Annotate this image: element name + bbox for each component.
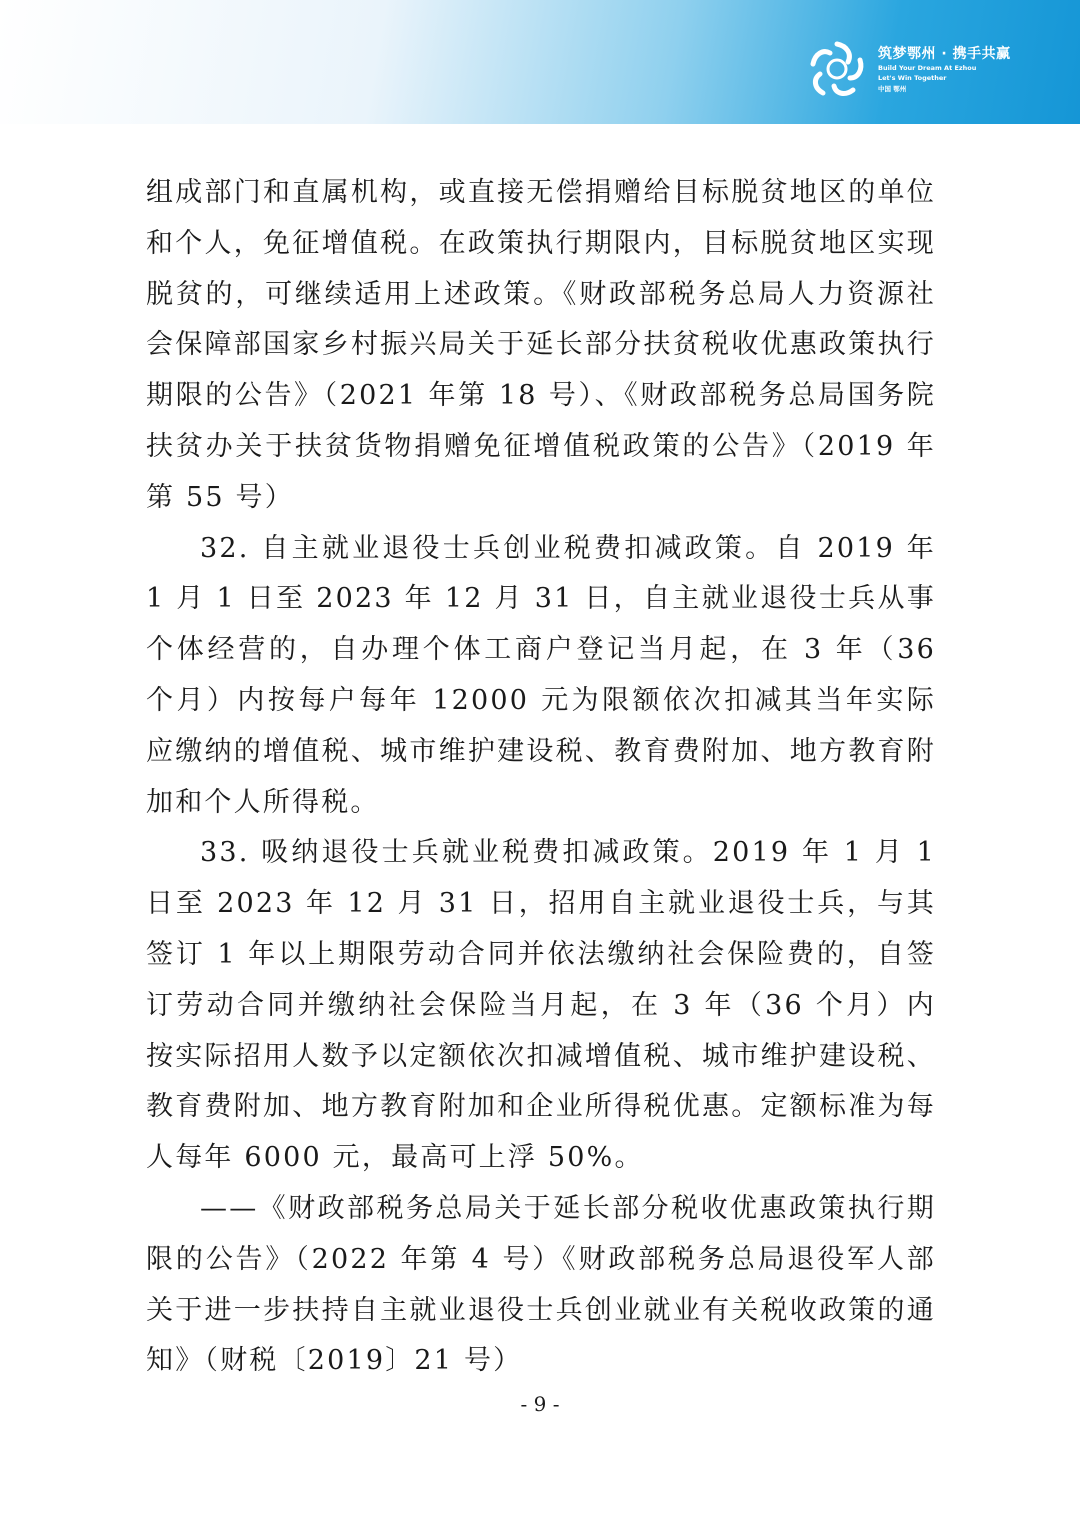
paragraph-item-32: 32. 自主就业退役士兵创业税费扣减政策。自 2019 年 1 月 1 日至 2023 年 12 月 31 日，自主就业退役士兵从事个体经营的，自办理个体工商户登记当月起，在 3 年（36 个月）内按每户每年 12000 元为限额依次扣减其当年实际应缴纳的增值税、城市维护建设税、教育费附加、地方教育附加和个人所得税。: [146, 532, 936, 818]
paragraph-source-citation: ——《财政部税务总局关于延长部分税收优惠政策执行期限的公告》（2022 年第 4 号）《财政部税务总局退役军人部关于进一步扶持自主就业退役士兵创业就业有关税收政策的通知》（财税〔2019〕21 号）: [146, 1192, 936, 1377]
logo-text-block: [878, 46, 1011, 93]
flower-ring-logo-icon: [806, 38, 868, 100]
logo-slogan-en-line2: Let's Win Together: [878, 73, 947, 82]
header-logo: [806, 38, 1011, 100]
paragraph-item-33: 33. 吸纳退役士兵就业税费扣减政策。2019 年 1 月 1 日至 2023 年 12 月 31 日，招用自主就业退役士兵，与其签订 1 年以上期限劳动合同并依法缴纳社会保险费的，自签订劳动合同并缴纳社会保险当月起，在 3 年（36 个月）内按实际招用人数予以定额依次扣减增值税、城市维护建设税、教育费附加、地方教育附加和企业所得税优惠。定额标准为每人每年 6000 元，最高可上浮 50%。: [146, 837, 936, 1174]
page-number: - 9 -: [520, 1392, 560, 1416]
paragraph-continued: 组成部门和直属机构，或直接无偿捐赠给目标脱贫地区的单位和个人，免征增值税。在政策执行期限内，目标脱贫地区实现脱贫的，可继续适用上述政策。《财政部税务总局人力资源社会保障部国家乡村振兴局关于延长部分扶贫税收优惠政策执行期限的公告》（2021 年第 18 号）、《财政部税务总局国务院扶贫办关于扶贫货物捐赠免征增值税政策的公告》（2019 年第 55 号）: [146, 177, 936, 513]
logo-slogan-en-line1: Build Your Dream At Ezhou: [878, 63, 977, 72]
body-text: [146, 168, 936, 1387]
header-banner: [0, 0, 1080, 124]
logo-slogan: 筑梦鄂州 · 携手共赢: [878, 45, 1011, 62]
logo-city: 中国 鄂州: [878, 84, 907, 93]
